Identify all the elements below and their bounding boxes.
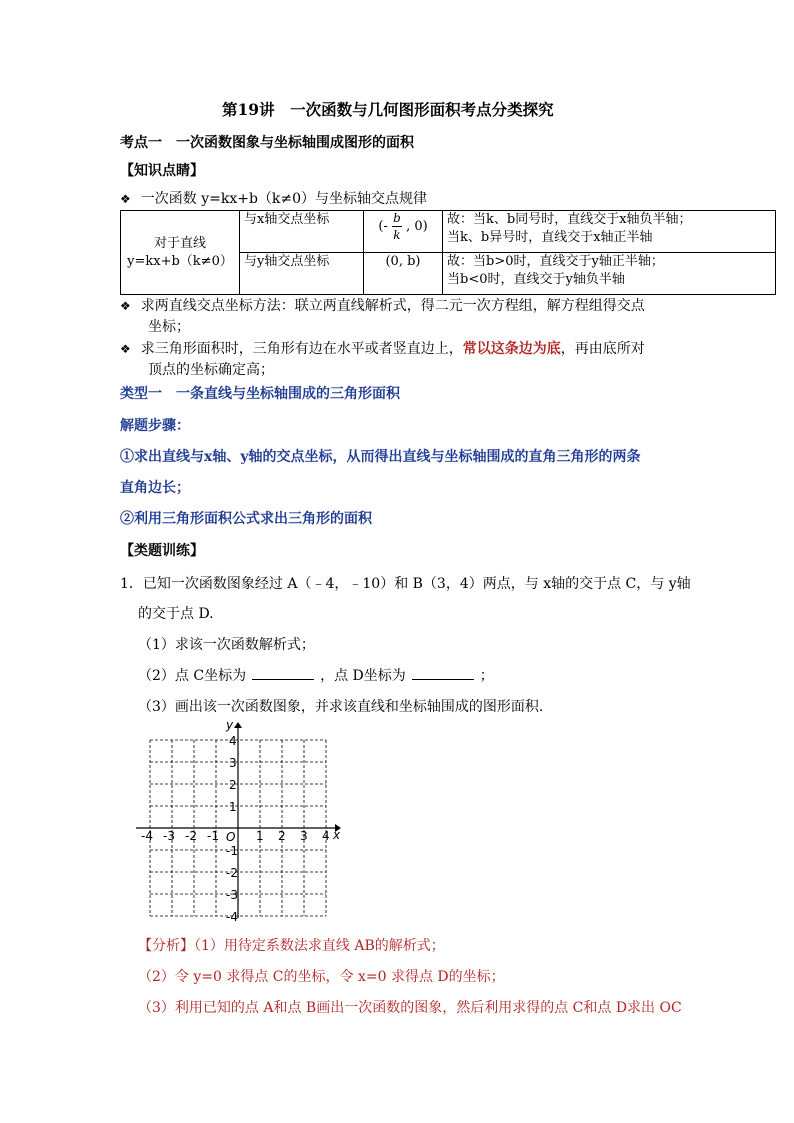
- y-tick-label: -3: [226, 888, 238, 902]
- y-tick-label: 2: [229, 778, 237, 792]
- coordinate-grid: [130, 718, 350, 923]
- y-note-1: 故：当b>0时，直线交于y轴正半轴；: [447, 254, 664, 269]
- question-1-continued: 的交于点 D.: [138, 606, 214, 622]
- bullet-3-continued: 顶点的坐标确定高；: [148, 362, 274, 378]
- type-heading: 类型一 一条直线与坐标轴围成的三角形面积: [120, 386, 400, 402]
- y-note-2: 当b<0时，直线交于y轴负半轴: [447, 272, 625, 287]
- x-note-2: 当k、b异号时，直线交于x轴正半轴: [447, 230, 653, 245]
- answer-blank-c[interactable]: [252, 667, 314, 680]
- x-coord-prefix: (-: [378, 219, 388, 234]
- diamond-bullet-icon: ❖: [120, 342, 131, 356]
- y-tick-label: -2: [226, 866, 238, 880]
- x-intersection-coord: [364, 211, 443, 253]
- analysis-1: [138, 937, 445, 955]
- part-2-text-c: ；: [479, 668, 494, 684]
- fraction-bar: [392, 226, 402, 227]
- origin-label: O: [226, 830, 236, 844]
- bullet-3-text-a: 求三角形面积时，三角形有边在水平或者竖直边上，: [140, 341, 463, 357]
- step-1-continued: 直角边长；: [120, 480, 190, 496]
- y-tick-label: 4: [229, 734, 237, 748]
- diamond-bullet-icon: ❖: [120, 299, 131, 313]
- x-tick-label: -4: [141, 829, 153, 843]
- x-coord-suffix: , 0): [406, 219, 428, 234]
- x-intersection-label: 与x轴交点坐标: [240, 211, 364, 253]
- analysis-3: （3）利用已知的点 A和点 B画出一次函数的图象，然后利用求得的点 C和点 D求出 OC: [138, 1000, 682, 1016]
- diamond-bullet-icon: ❖: [120, 192, 131, 206]
- x-note-1: 故：当k、b同号时，直线交于x轴负半轴；: [447, 212, 692, 227]
- x-tick-label: -1: [207, 829, 219, 843]
- fraction-numerator: b: [393, 211, 401, 225]
- row-header-line-1: 对于直线: [153, 235, 206, 251]
- row-header-cell: [121, 211, 240, 295]
- x-tick-label: -2: [185, 829, 197, 843]
- x-tick-label: 4: [322, 829, 330, 843]
- y-tick-label: 1: [229, 800, 237, 814]
- question-1-part-2: [138, 667, 494, 685]
- step-2: ②利用三角形面积公式求出三角形的面积: [120, 511, 372, 527]
- bullet-2-text: 求两直线交点坐标方法：联立两直线解析式，得二元一次方程组，解方程组得交点: [140, 298, 645, 314]
- b-over-k-fraction: [392, 211, 402, 242]
- y-axis-label: y: [226, 718, 234, 732]
- x-intersection-notes: [443, 211, 776, 253]
- bullet-3-highlight: 常以这条边为底: [462, 341, 561, 357]
- bullet-3-text-b: ，再由底所对: [560, 341, 645, 357]
- section-heading: 考点一 一次函数图象与坐标轴围成图形的面积: [120, 135, 414, 151]
- y-tick-label: 3: [229, 756, 237, 770]
- part-2-text-b: ，点 D坐标为: [320, 668, 406, 684]
- practice-header: 【类题训练】: [120, 543, 204, 559]
- steps-header: 解题步骤：: [120, 418, 190, 434]
- step-1: ①求出直线与x轴、y轴的交点坐标，从而得出直线与坐标轴围成的直角三角形的两条: [120, 449, 641, 465]
- y-intersection-coord: (0, b): [364, 253, 443, 295]
- bullet-3: [120, 340, 645, 358]
- fraction-denominator: k: [393, 228, 401, 242]
- analysis-1-text: （1）用待定系数法求直线 AB的解析式；: [194, 938, 445, 954]
- x-tick-label: 1: [256, 829, 264, 843]
- y-tick-label: -4: [226, 910, 238, 923]
- x-axis-label: x: [333, 828, 341, 842]
- y-axis-arrow-icon: [234, 722, 242, 728]
- bullet-2-continued: 坐标；: [148, 319, 190, 335]
- question-1-part-1: （1）求该一次函数解析式；: [138, 637, 315, 653]
- bullet-2: [120, 297, 645, 315]
- bullet-1: [120, 190, 427, 208]
- analysis-tag: 【分析】: [138, 938, 194, 954]
- x-tick-label: -3: [163, 829, 175, 843]
- x-tick-label: 3: [300, 829, 308, 843]
- analysis-2: （2）令 y=0 求得点 C的坐标，令 x=0 求得点 D的坐标；: [138, 969, 505, 985]
- intersection-rule-table: [120, 210, 776, 295]
- part-2-text-a: （2）点 C坐标为: [138, 668, 247, 684]
- question-1: 1．已知一次函数图象经过 A（﹣4，﹣10）和 B（3，4）两点，与 x轴的交于点 C，与 y轴: [120, 576, 691, 592]
- bullet-1-text: 一次函数 y=kx+b（k≠0）与坐标轴交点规律: [140, 191, 428, 207]
- y-intersection-label: 与y轴交点坐标: [240, 253, 364, 295]
- y-intersection-notes: [443, 253, 776, 295]
- row-header-line-2: y=kx+b（k≠0）: [127, 253, 233, 269]
- question-1-part-3: （3）画出该一次函数图象，并求该直线和坐标轴围成的图形面积.: [138, 699, 544, 715]
- x-tick-label: 2: [278, 829, 286, 843]
- knowledge-header: 【知识点睛】: [120, 163, 204, 179]
- page-title: 第19讲 一次函数与几何图形面积考点分类探究: [222, 100, 554, 119]
- y-tick-label: -1: [226, 844, 238, 858]
- answer-blank-d[interactable]: [412, 667, 474, 680]
